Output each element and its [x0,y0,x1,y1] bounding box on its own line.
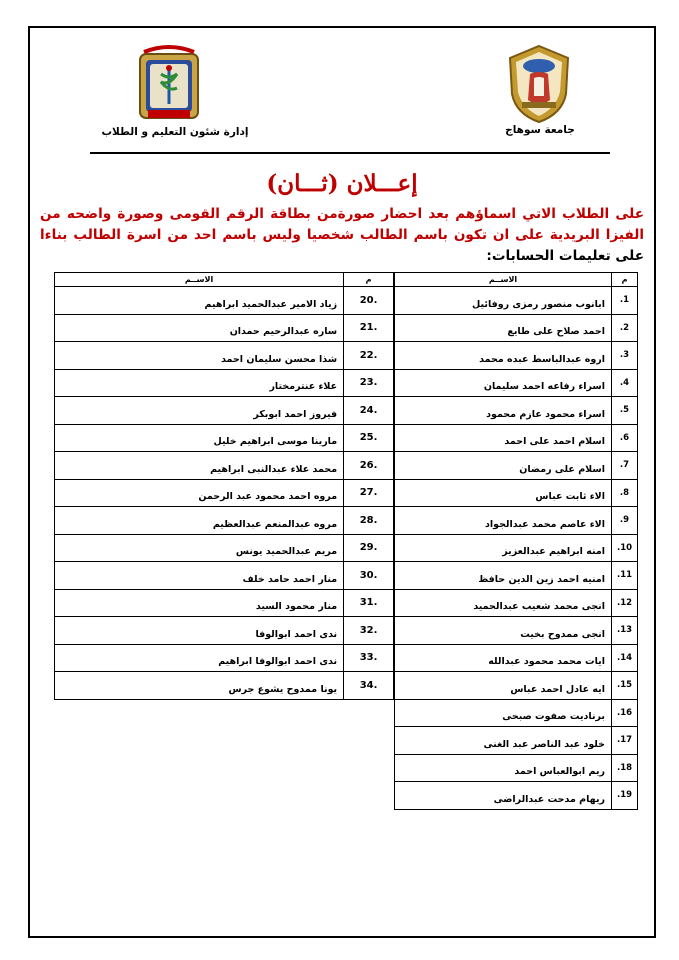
table-row [395,507,638,535]
row-number: 16. [612,699,638,727]
row-number: 11. [612,562,638,590]
row-number: 10. [612,534,638,562]
table-row [395,534,638,562]
table-row [395,727,638,755]
student-name: ريم ابوالعباس احمد [395,754,612,782]
table-row [395,287,638,315]
table-row [395,644,638,672]
row-number: 4. [612,369,638,397]
row-number: .20 [344,287,394,315]
table-row [395,397,638,425]
row-number: 3. [612,342,638,370]
student-name: ايه عادل احمد عباس [395,672,612,700]
row-number: 5. [612,397,638,425]
row-number: .24 [344,397,394,425]
table-row [395,672,638,700]
student-name: شذا محسن سليمان احمد [55,342,344,370]
student-name: محمد علاء عبدالنبى ابراهيم [55,452,344,480]
student-name: اسلام احمد على احمد [395,424,612,452]
table-row [395,452,638,480]
student-name: ابانوب منصور رمزى روفائيل [395,287,612,315]
student-name: برناديت صفوت صبحى [395,699,612,727]
student-name: الاء ثابت عباس [395,479,612,507]
row-number: 1. [612,287,638,315]
announcement-body-text: على الطلاب الاتي اسماؤهم بعد احضار صورةمن بطاقة الرقم القومى وصورة واضحه من الفيزا البريدية على ان تكون باسم الطالب شخصيا وليس باسم احد من اسرة الطالب بناءا [40,206,644,243]
student-name: زياد الامير عبدالحميد ابراهيم [55,287,344,315]
table-row [55,562,394,590]
table-row [395,782,638,810]
table-row [55,534,394,562]
row-number: 15. [612,672,638,700]
table-row [55,287,394,315]
student-name: ايات محمد محمود عبدالله [395,644,612,672]
sohag-university-logo-icon [506,44,572,124]
table-row [395,314,638,342]
student-name: ساره عبدالرحيم حمدان [55,314,344,342]
table-row [55,644,394,672]
announcement-title: إعـــلان (ثـــان) [266,170,418,197]
row-number: 8. [612,479,638,507]
row-number: .26 [344,452,394,480]
table-row [55,342,394,370]
table-row [395,369,638,397]
row-number: 18. [612,754,638,782]
row-number: .21 [344,314,394,342]
name-column-header: الاســم [55,273,344,287]
students-table-left [54,272,394,700]
table-row [395,699,638,727]
faculty-emblem-icon [136,44,202,124]
row-number: .27 [344,479,394,507]
student-name: مروه احمد محمود عبد الرحمن [55,479,344,507]
student-name: اسراء رفاعه احمد سليمان [395,369,612,397]
student-name: انجى محمد شعيب عبدالحميد [395,589,612,617]
row-number: .28 [344,507,394,535]
student-name: يونا ممدوح يشوع جرس [55,672,344,700]
student-name: خلود عبد الناصر عبد الغنى [395,727,612,755]
row-number: 17. [612,727,638,755]
student-name: ندى احمد ابوالوفا [55,617,344,645]
row-number: .23 [344,369,394,397]
table-row [55,589,394,617]
row-number: 6. [612,424,638,452]
table-row [55,369,394,397]
row-number: .22 [344,342,394,370]
student-name: فيروز احمد ابوبكر [55,397,344,425]
row-number: 14. [612,644,638,672]
table-row [395,617,638,645]
row-number: .29 [344,534,394,562]
table-row [395,562,638,590]
table-row [395,589,638,617]
row-number: .31 [344,589,394,617]
row-number: 13. [612,617,638,645]
student-name: ندى احمد ابوالوفا ابراهيم [55,644,344,672]
row-number: .33 [344,644,394,672]
announcement-page [28,26,656,938]
row-number: .30 [344,562,394,590]
student-name: منار احمد حامد خلف [55,562,344,590]
row-number: 12. [612,589,638,617]
table-row [55,672,394,700]
table-row [395,754,638,782]
student-name: علاء عنترمختار [55,369,344,397]
student-name: الاء عاصم محمد عبدالجواد [395,507,612,535]
row-number: .25 [344,424,394,452]
row-number: 7. [612,452,638,480]
student-name: مارينا موسى ابراهيم خليل [55,424,344,452]
table-row [55,452,394,480]
table-row [395,342,638,370]
student-name: منار محمود السيد [55,589,344,617]
right-header-caption: جامعة سوهاج [505,124,575,136]
table-row [55,617,394,645]
table-row [55,397,394,425]
header-divider [90,152,610,154]
table-row [395,479,638,507]
student-name: مريم عبدالحميد يونس [55,534,344,562]
announcement-body-end: على تعليمات الحسابات: [486,248,644,264]
table-row [395,424,638,452]
student-name: اسراء محمود عازم محمود [395,397,612,425]
student-name: اروه عبدالباسط عبده محمد [395,342,612,370]
table-row [55,424,394,452]
row-number: 9. [612,507,638,535]
student-name: مروه عبدالمنعم عبدالعظيم [55,507,344,535]
table-row [55,507,394,535]
row-number: .34 [344,672,394,700]
students-table-right [394,272,638,810]
number-column-header: م [344,273,394,287]
announcement-body [40,204,644,267]
table-row [55,314,394,342]
student-name: انجى ممدوح بخيت [395,617,612,645]
table-row [55,479,394,507]
student-name: احمد صلاح على طايع [395,314,612,342]
left-header-caption: إدارة شئون التعليم و الطلاب [101,126,249,138]
row-number: .32 [344,617,394,645]
student-name: امنه ابراهيم عبدالعزيز [395,534,612,562]
number-column-header: م [612,273,638,287]
student-name: ريهام مدحت عبدالراضى [395,782,612,810]
student-name: اسلام على رمضان [395,452,612,480]
row-number: 2. [612,314,638,342]
row-number: 19. [612,782,638,810]
name-column-header: الاســم [395,273,612,287]
student-name: امنيه احمد زين الدين حافظ [395,562,612,590]
